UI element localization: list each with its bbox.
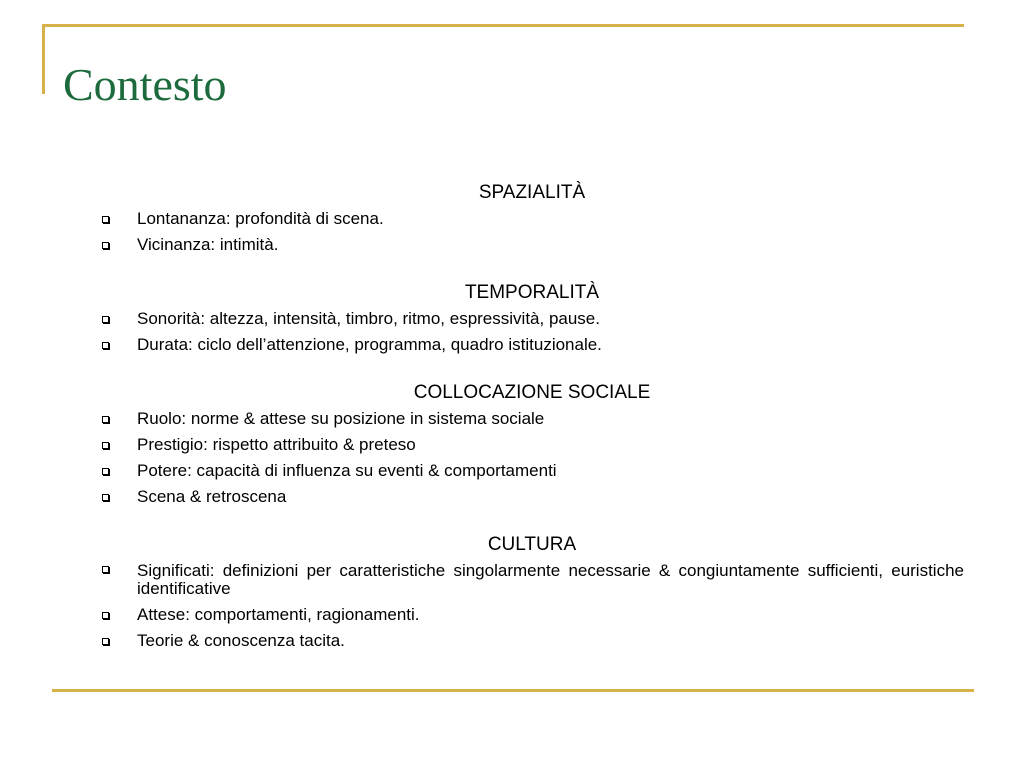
square-bullet-icon [102,638,109,645]
list-item-text: Durata: ciclo dell’attenzione, programma, quadro istituzionale. [137,335,602,354]
section-heading: SPAZIALITÀ [478,182,586,203]
section-heading: COLLOCAZIONE SOCIALE [413,382,651,403]
slide-title: Contesto [63,59,227,110]
frame-bottom-line [52,689,974,692]
list-item [100,558,964,602]
section-temporalita [100,280,964,358]
square-bullet-icon [102,612,109,619]
section-spazialita [100,180,964,258]
bullet-list [100,558,964,654]
square-bullet-icon [102,242,109,249]
list-item [100,332,964,358]
bullet-list [100,406,964,510]
square-bullet-icon [102,216,109,223]
list-item-text: Teorie & conoscenza tacita. [137,631,345,650]
list-item [100,484,964,510]
list-item [100,206,964,232]
list-item-text: Potere: capacità di influenza su eventi & comportamenti [137,461,557,480]
list-item-text: Prestigio: rispetto attribuito & preteso [137,435,416,454]
list-item [100,232,964,258]
slide-content [100,180,964,676]
section-collocazione-sociale [100,380,964,510]
list-item [100,432,964,458]
list-item [100,406,964,432]
square-bullet-icon [102,468,109,475]
square-bullet-icon [102,342,109,349]
square-bullet-icon [102,316,109,323]
square-bullet-icon [102,494,109,501]
list-item-text: Vicinanza: intimità. [137,235,279,254]
section-heading: TEMPORALITÀ [464,282,600,303]
list-item [100,628,964,654]
square-bullet-icon [102,442,109,449]
list-item [100,306,964,332]
section-heading: CULTURA [487,534,577,555]
section-cultura [100,532,964,654]
list-item-text: Lontananza: profondità di scena. [137,209,384,228]
list-item-text: Scena & retroscena [137,487,287,506]
bullet-list [100,206,964,258]
list-item [100,458,964,484]
list-item-text: Significati: definizioni per caratteristiche singolarmente necessarie & congiuntamente sufficienti, euristiche identificative [137,561,964,598]
frame-left-line [42,24,45,94]
frame-top-line [42,24,964,27]
list-item-text: Attese: comportamenti, ragionamenti. [137,605,420,624]
bullet-list [100,306,964,358]
list-item [100,602,964,628]
list-item-text: Sonorità: altezza, intensità, timbro, ritmo, espressività, pause. [137,309,600,328]
square-bullet-icon [102,566,109,573]
list-item-text: Ruolo: norme & attese su posizione in sistema sociale [137,409,545,428]
square-bullet-icon [102,416,109,423]
